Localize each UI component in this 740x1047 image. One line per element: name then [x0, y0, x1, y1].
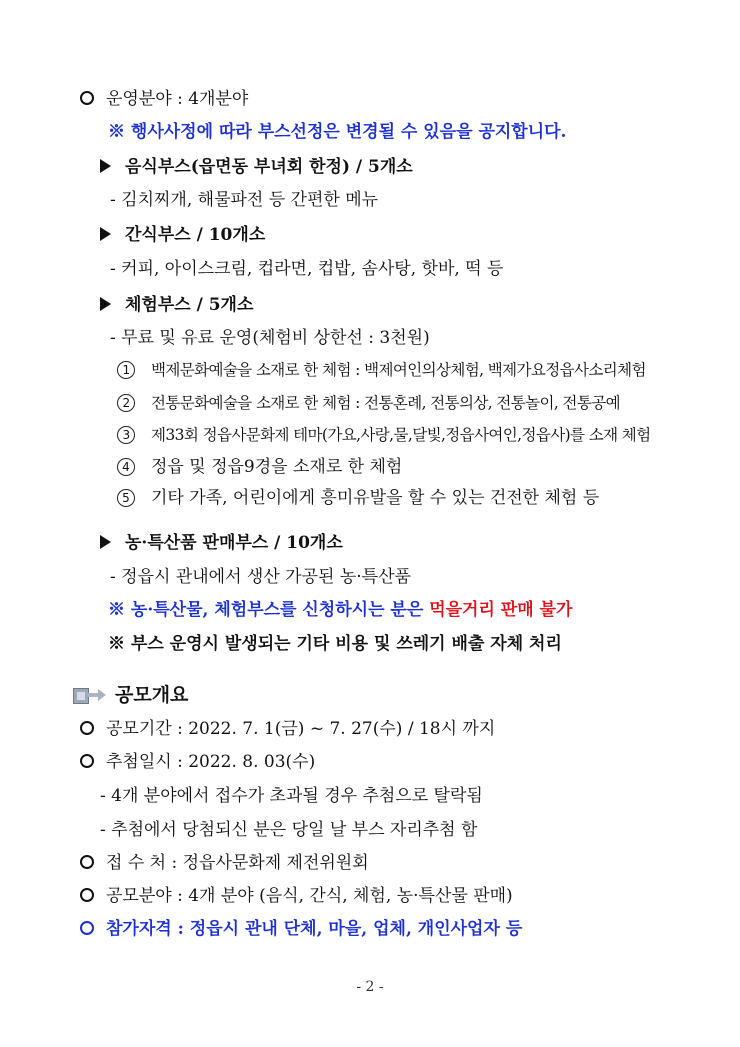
selection-notice: ※ 행사사정에 따라 부스선정은 변경될 수 있음을 공지합니다.: [108, 122, 567, 142]
experience-item: [117, 487, 599, 509]
circle-bullet-icon: [80, 855, 94, 869]
overview-eligibility-row: [80, 918, 522, 940]
overview-period: 공모기간 : 2022. 7. 1(금) ~ 7. 27(수) / 18시 까지: [106, 719, 496, 739]
experience-booth-detail: - 무료 및 유료 운영(체험비 상한선 : 3천원): [110, 328, 430, 348]
section-marker-icon: [73, 686, 107, 704]
overview-title: 공모개요: [115, 684, 189, 706]
farm-booth-title: 농·특산품 판매부스 / 10개소: [125, 533, 343, 553]
farm-booth-detail: - 정읍시 관내에서 생산 가공된 농·특산품: [110, 567, 411, 587]
food-booth-heading: [100, 156, 413, 178]
experience-item-text: 제33회 정읍사문화제 테마(가요,사랑,물,달빛,정읍사여인,정읍사)를 소재 체험: [151, 426, 651, 444]
farm-booth-heading: [100, 532, 343, 554]
triangle-bullet-icon: [100, 159, 111, 173]
circled-number: 1: [117, 361, 135, 379]
circled-number: 5: [117, 489, 135, 507]
overview-draw-row: [80, 751, 315, 773]
triangle-bullet-icon: [100, 535, 111, 549]
overview-fields: 공모분야 : 4개 분야 (음식, 간식, 체험, 농·특산물 판매): [106, 886, 513, 906]
experience-booth-title: 체험부스 / 5개소: [125, 295, 254, 315]
page-number: - 2 -: [356, 979, 384, 995]
triangle-bullet-icon: [100, 227, 111, 241]
overview-office-row: [80, 852, 369, 874]
circled-number: 3: [117, 426, 135, 444]
experience-booth-heading: [100, 294, 253, 316]
farm-notice-costs: ※ 부스 운영시 발생되는 기타 비용 및 쓰레기 배출 자체 처리: [108, 634, 562, 654]
snack-booth-heading: [100, 224, 265, 246]
triangle-bullet-icon: [100, 297, 111, 311]
food-booth-title: 음식부스(읍면동 부녀회 한정) / 5개소: [125, 157, 413, 177]
circled-number: 4: [117, 458, 135, 476]
overview-draw-note: - 4개 분야에서 접수가 초과될 경우 추첨으로 탈락됨: [100, 786, 483, 806]
experience-item-text: 전통문화예술을 소재로 한 체험 : 전통혼례, 전통의상, 전통놀이, 전통공예: [151, 394, 621, 412]
circle-bullet-icon: [80, 91, 94, 105]
overview-eligibility: 참가자격 : 정읍시 관내 단체, 마을, 업체, 개인사업자 등: [106, 919, 523, 939]
experience-item: [117, 359, 646, 381]
overview-period-row: [80, 718, 495, 740]
snack-booth-detail: - 커피, 아이스크림, 컵라면, 컵밥, 솜사탕, 핫바, 떡 등: [110, 259, 504, 279]
circled-number: 2: [117, 394, 135, 412]
experience-item-text: 정읍 및 정읍9경을 소재로 한 체험: [151, 457, 403, 477]
experience-item-text: 기타 가족, 어린이에게 흥미유발을 할 수 있는 건전한 체험 등: [151, 488, 600, 508]
overview-draw-note: - 추첨에서 당첨되신 분은 당일 날 부스 자리추첨 함: [100, 820, 478, 840]
farm-notice-food-ban: [108, 599, 572, 621]
circle-bullet-icon: [80, 888, 94, 902]
experience-item: [117, 456, 402, 478]
overview-office: 접 수 처 : 정읍사문화제 제전위원회: [106, 853, 369, 873]
food-booth-detail: - 김치찌개, 해물파전 등 간편한 메뉴: [110, 190, 379, 210]
farm-notice-prefix: ※ 농·특산물, 체험부스를 신청하시는 분은: [108, 600, 430, 620]
experience-item: [117, 392, 620, 414]
overview-section-header: [73, 684, 188, 707]
experience-item-text: 백제문화예술을 소재로 한 체험 : 백제여인의상체험, 백제가요정읍사소리체험: [151, 361, 646, 379]
operation-heading-row: [80, 88, 248, 110]
circle-bullet-icon: [80, 921, 94, 935]
operation-heading: 운영분야 : 4개분야: [106, 89, 249, 109]
circle-bullet-icon: [80, 721, 94, 735]
circle-bullet-icon: [80, 754, 94, 768]
farm-notice-highlight: 먹을거리 판매 불가: [429, 600, 573, 620]
snack-booth-title: 간식부스 / 10개소: [125, 225, 266, 245]
experience-item: [117, 424, 651, 446]
overview-draw-date: 추첨일시 : 2022. 8. 03(수): [106, 752, 316, 772]
overview-fields-row: [80, 885, 513, 907]
